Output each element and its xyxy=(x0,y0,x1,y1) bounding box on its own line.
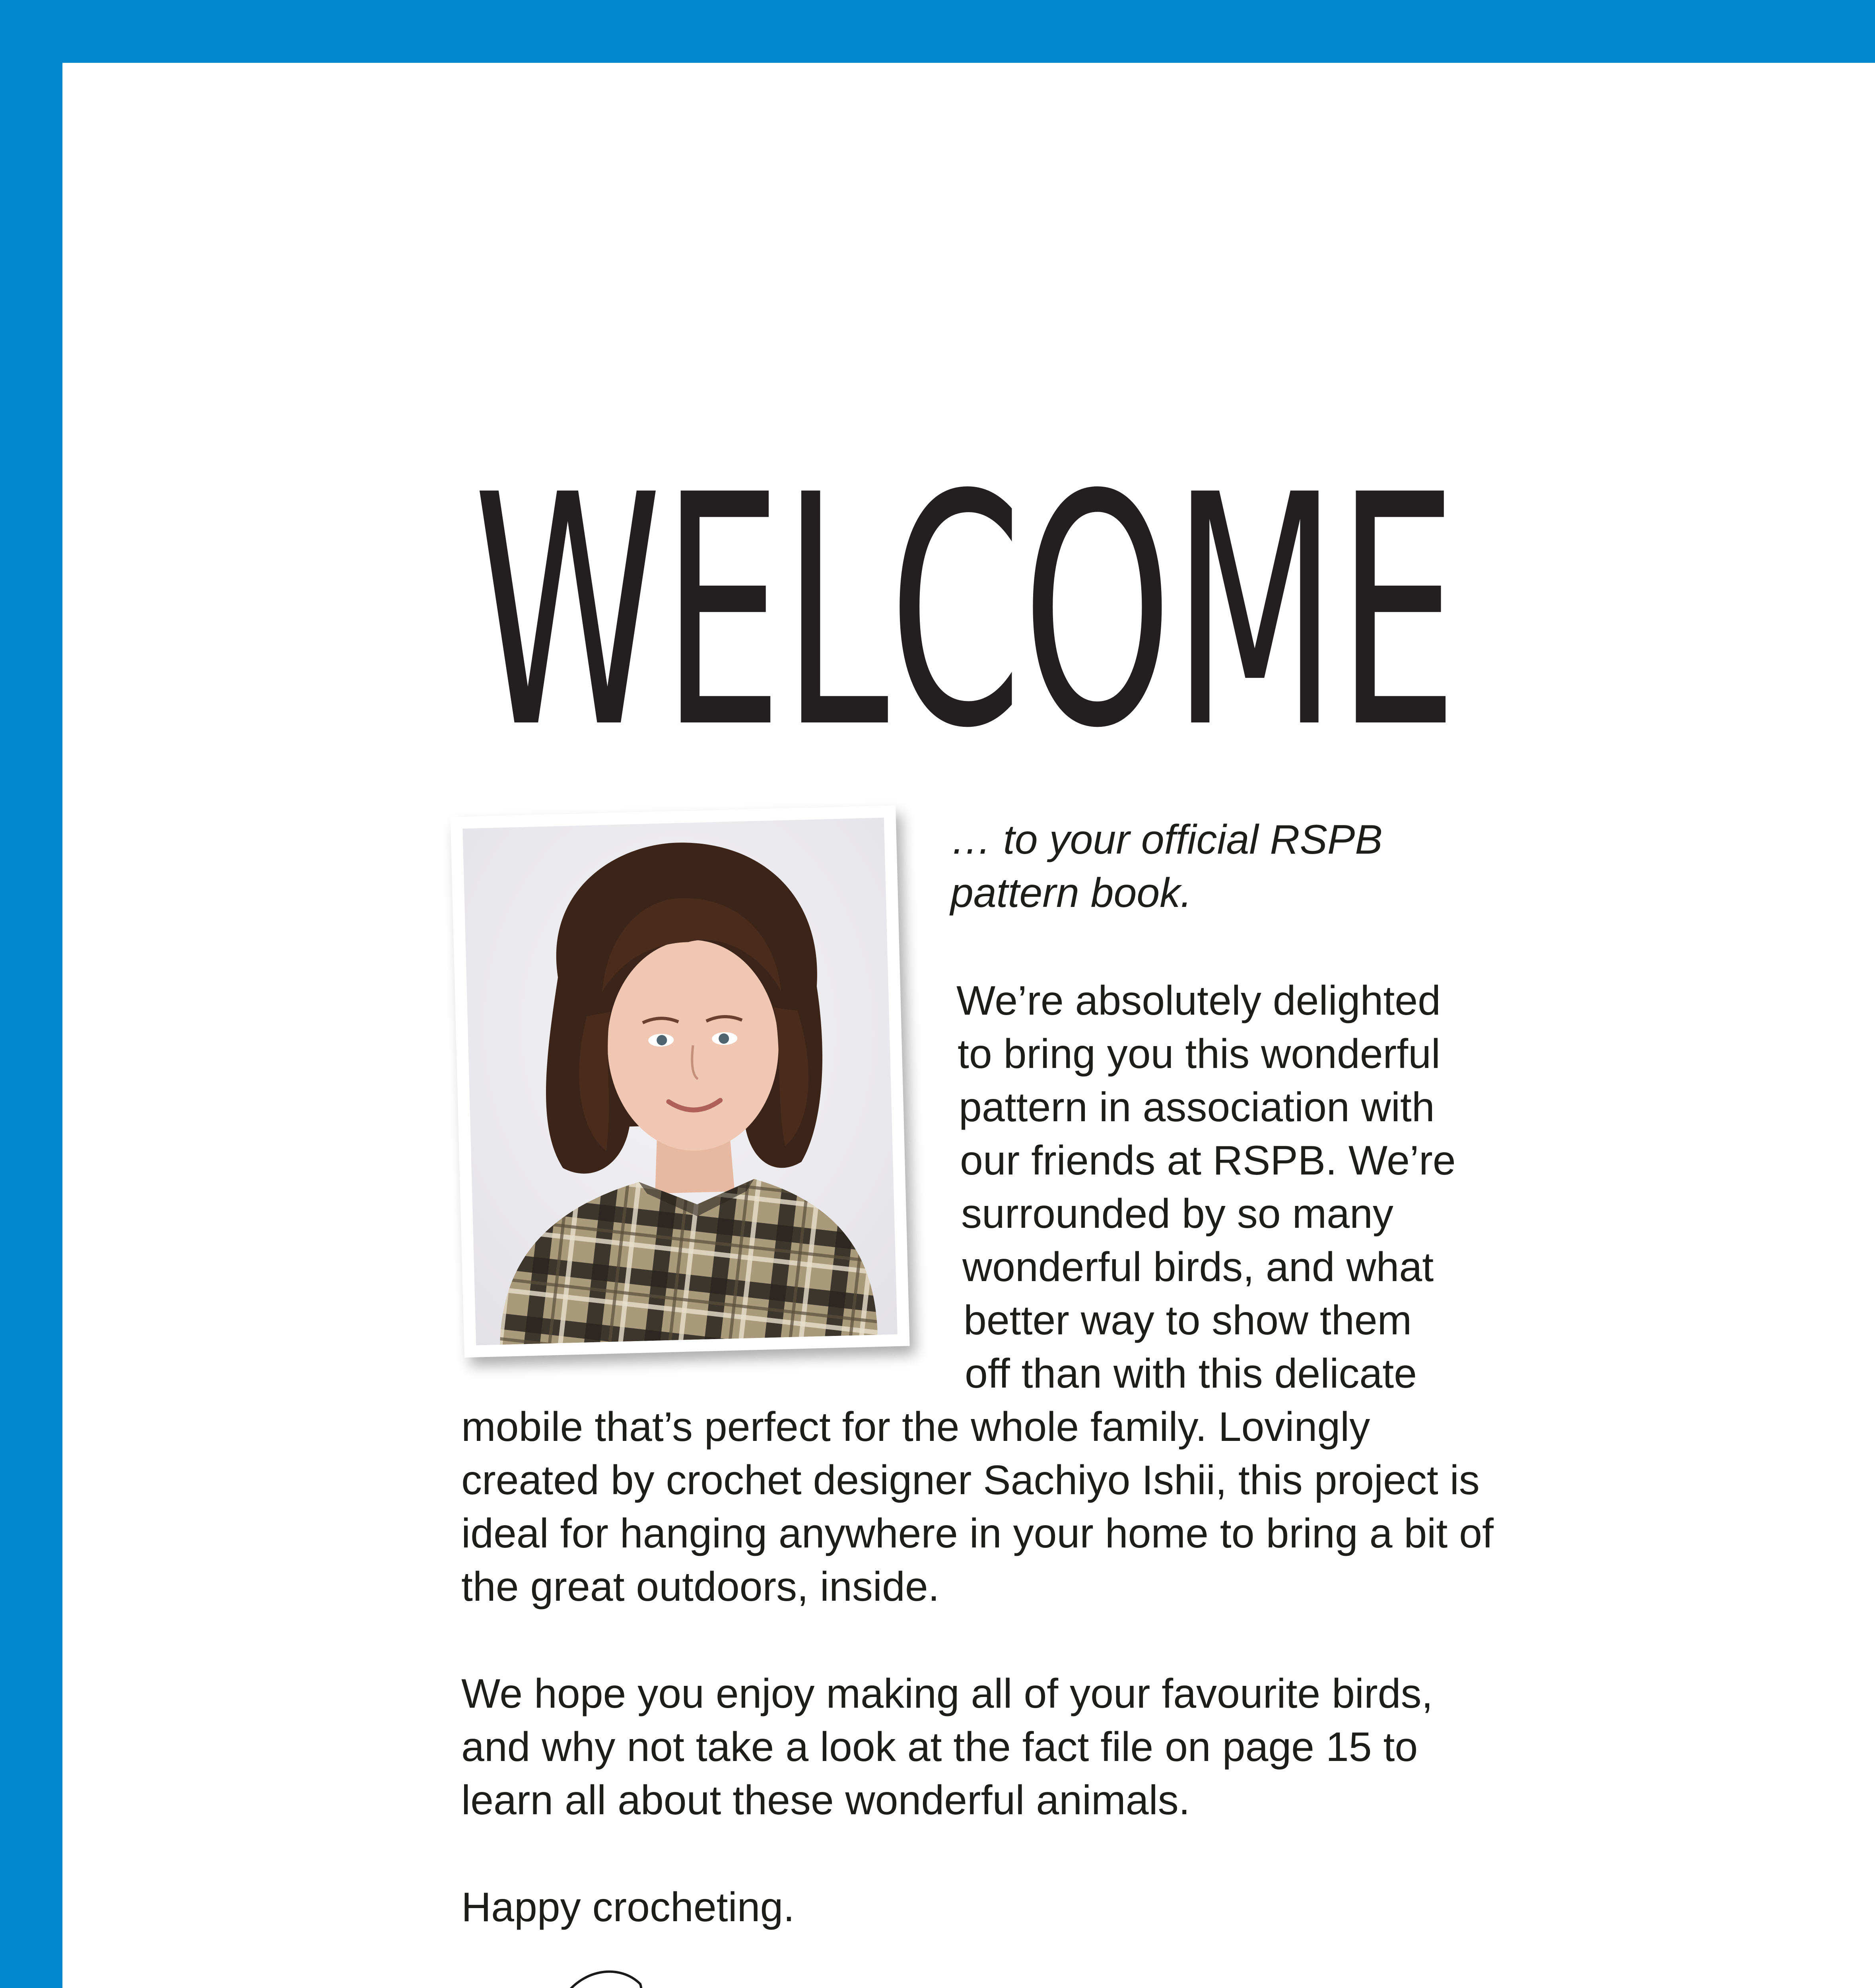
fact-file-paragraph: We hope you enjoy making all of your favourite birds, and why not take a look at the fact file on page 15 to learn all about these wonderful animals. xyxy=(461,1671,1433,1823)
intro-line: to bring you this wonderful xyxy=(958,1031,1441,1077)
intro-line: wonderful birds, and what xyxy=(962,1244,1434,1290)
intro-line: better way to show them xyxy=(964,1297,1412,1343)
intro-paragraph-continued: mobile that’s perfect for the whole family. Lovingly created by crochet designer Sachiyo Ishii, this project is ideal for hanging anywhere in your home to bring a bit of the great outdoors, inside. xyxy=(461,1404,1494,1610)
portrait-illustration xyxy=(462,817,898,1345)
frame-top-border xyxy=(0,0,1875,63)
editor-photo xyxy=(450,806,909,1358)
intro-line: off than with this delicate xyxy=(965,1351,1417,1397)
signature-gemma xyxy=(453,1960,931,1988)
intro-line: surrounded by so many xyxy=(961,1191,1393,1237)
intro-line: pattern in association with xyxy=(959,1084,1435,1130)
intro-lead: … to your official RSPB pattern book. xyxy=(950,817,1383,916)
frame-left-border xyxy=(0,0,62,1988)
closing-line: Happy crocheting. xyxy=(461,1884,795,1930)
page-title: WELCOME xyxy=(473,427,1458,798)
intro-line: our friends at RSPB. We’re xyxy=(960,1138,1456,1184)
intro-line: We’re absolutely delighted xyxy=(956,978,1441,1024)
